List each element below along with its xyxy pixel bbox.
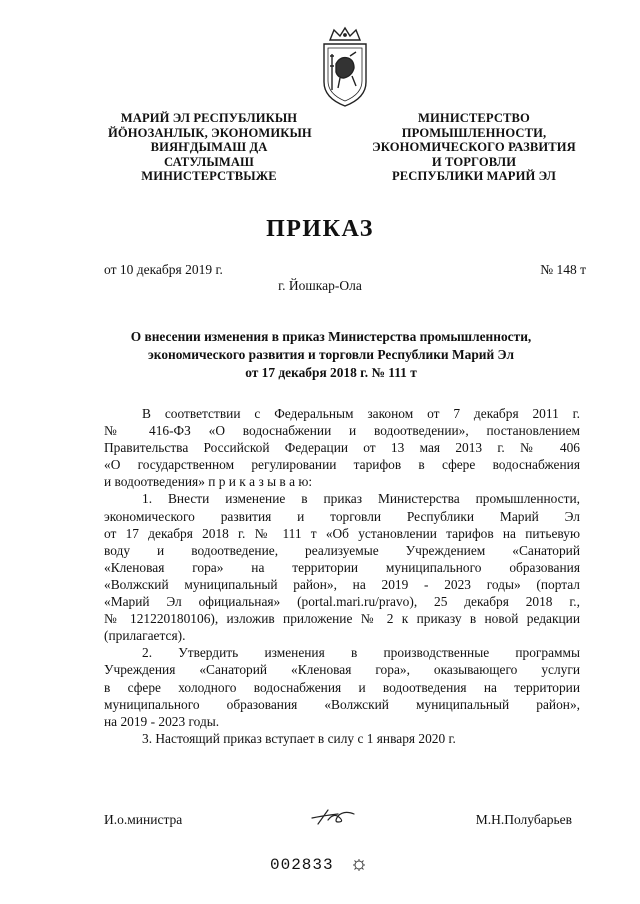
- serial-number: 002833: [270, 856, 334, 874]
- header-left-line: САТУЛЫМАШ: [164, 154, 254, 169]
- stamp-mark-icon: [352, 858, 366, 872]
- order-body: [104, 405, 580, 747]
- body-line: «Волжский муниципальный район», на 2019 - 2023 годы» (портал: [104, 576, 580, 592]
- body-line: № 416-ФЗ «О водоснабжении и водоотведении», постановлением: [104, 423, 580, 439]
- body-line: в сфере холодного водоснабжения и водоотведения на территории: [104, 679, 580, 695]
- header-right-line: ЭКОНОМИЧЕСКОГО РАЗВИТИЯ: [372, 140, 576, 155]
- order-city: г. Йошкар-Ола: [278, 278, 362, 293]
- body-line: «Марий Эл официальная» (portal.mari.ru/pravo), 25 декабря 2018 г.,: [104, 594, 580, 610]
- body-line: 1. Внести изменение в приказ Министерства промышленности,: [142, 491, 580, 507]
- header-left-line: ЙÖНОЗАНЛЫК, ЭКОНОМИКЫН: [108, 125, 312, 140]
- coat-of-arms-icon: [318, 26, 372, 108]
- order-date: от 10 декабря 2019 г.: [104, 262, 223, 277]
- body-line: муниципального образования «Волжский муниципальный район»,: [104, 696, 580, 712]
- body-line: воду и водоотведение, реализуемые Учреждением «Санаторий: [104, 542, 580, 558]
- header-right-line: МИНИСТЕРСТВО: [418, 111, 530, 125]
- document-title: ПРИКАЗ: [266, 216, 374, 242]
- order-subject: [96, 328, 566, 382]
- body-line: В соответствии с Федеральным законом от 7 декабря 2011 г.: [142, 406, 580, 421]
- body-line: «Кленовая гора» на территории муниципального образования: [104, 559, 580, 575]
- subject-line: экономического развития и торговли Республики Марий Эл: [148, 347, 514, 362]
- header-right-line: РЕСПУБЛИКИ МАРИЙ ЭЛ: [392, 169, 556, 184]
- signatory-name: М.Н.Полубарьев: [475, 812, 572, 827]
- body-line: № 121220180106), изложив приложение № 2 к приказу в новой редакции: [104, 611, 580, 627]
- body-line: Правительства Российской Федерации от 13 мая 2013 г. № 406: [104, 440, 580, 456]
- body-line: и водоотведения» п р и к а з ы в а ю:: [104, 474, 313, 490]
- header-left-mari: [108, 111, 310, 184]
- body-line: 2. Утвердить изменения в производственные программы: [142, 645, 580, 661]
- header-left-line: МИНИСТЕРСТВЫЖЕ: [141, 169, 277, 184]
- header-left-line: МАРИЙ ЭЛ РЕСПУБЛИКЫН: [120, 111, 298, 125]
- body-line: от 17 декабря 2018 г. № 111 т «Об установлении тарифов на питьевую: [104, 525, 580, 541]
- handwritten-signature-icon: [308, 804, 360, 828]
- header-right-russian: [366, 111, 582, 184]
- body-line: (прилагается).: [104, 628, 186, 644]
- body-line: на 2019 - 2023 годы.: [104, 713, 220, 729]
- order-number: № 148 т: [540, 262, 586, 277]
- body-line: экономического развития и торговли Республики Марий Эл: [104, 508, 580, 524]
- body-line: 3. Настоящий приказ вступает в силу с 1 января 2020 г.: [142, 730, 456, 746]
- signatory-role: И.о.министра: [104, 812, 183, 827]
- header-right-line: ПРОМЫШЛЕННОСТИ,: [401, 125, 547, 140]
- subject-line: от 17 декабря 2018 г. № 111 т: [245, 365, 417, 380]
- body-line: «О государственном регулировании тарифов в сфере водоснабжения: [104, 457, 580, 473]
- header-right-line: И ТОРГОВЛИ: [431, 154, 517, 169]
- subject-line: О внесении изменения в приказ Министерства промышленности,: [130, 329, 532, 344]
- header-left-line: ВИЯҤДЫМАШ ДА: [150, 140, 268, 155]
- body-line: Учреждения «Санаторий «Кленовая гора», оказывающего услуги: [104, 662, 580, 678]
